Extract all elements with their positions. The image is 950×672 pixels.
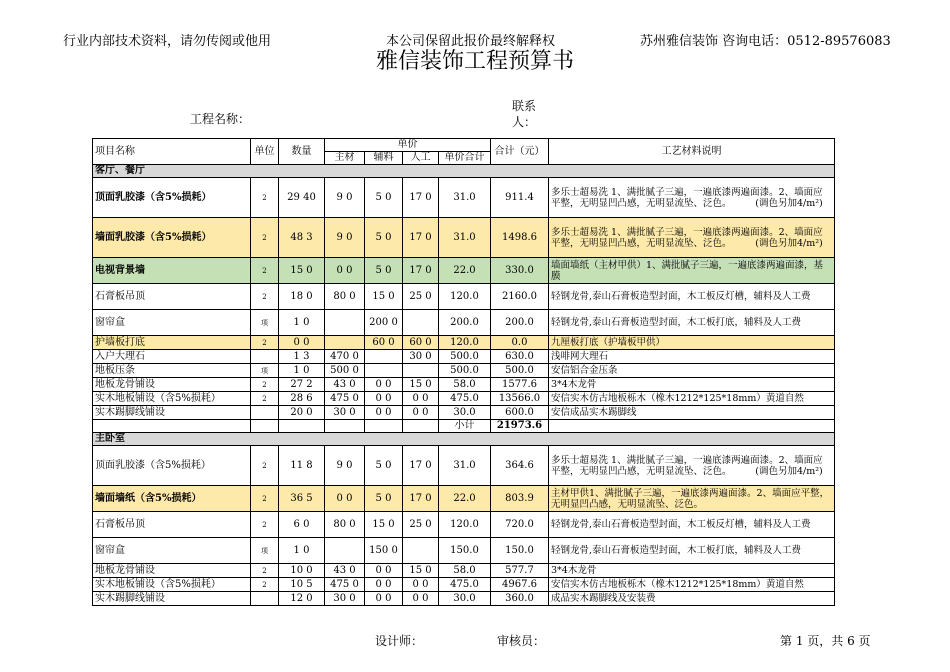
row-qty: 0 0 — [279, 336, 325, 350]
row-unit: 2 — [251, 178, 279, 218]
subtotal-label: 小计 — [439, 420, 491, 433]
table-row — [93, 578, 835, 592]
row-unit-total: 22.0 — [439, 486, 491, 512]
row-aux-material: 5 0 — [365, 178, 403, 218]
row-aux-material: 150 0 — [365, 538, 403, 564]
row-unit: 2 — [251, 486, 279, 512]
row-labor: 15 0 — [403, 564, 439, 578]
row-item-name: 实木地板铺设（含5%损耗） — [93, 392, 251, 406]
page-indicator: 第 1 页，共 6 页 — [780, 634, 871, 648]
col-header-qty: 数量 — [279, 139, 325, 165]
row-labor: 17 0 — [403, 258, 439, 284]
row-description: 安信实木仿古地板栎木（橡木1212*125*18mm）黄道自然 — [549, 392, 835, 406]
contact-person-label: 联系人： — [512, 99, 537, 129]
row-main-material: 43 0 — [325, 564, 365, 578]
row-labor: 25 0 — [403, 284, 439, 310]
document-title: 雅信装饰工程预算书 — [375, 49, 574, 74]
row-qty: 11 8 — [279, 446, 325, 486]
row-total: 1498.6 — [491, 218, 549, 258]
row-qty: 15 0 — [279, 258, 325, 284]
row-aux-material: 0 0 — [365, 578, 403, 592]
row-item-name: 护墙板打底 — [93, 336, 251, 350]
row-main-material: 9 0 — [325, 446, 365, 486]
row-main-material: 470 0 — [325, 350, 365, 364]
row-qty: 1 0 — [279, 364, 325, 378]
section-title: 主卧室 — [93, 433, 835, 446]
table-row — [93, 218, 835, 258]
row-aux-material: 0 0 — [365, 564, 403, 578]
table-row — [93, 336, 835, 350]
row-aux-material: 15 0 — [365, 512, 403, 538]
row-qty: 1 0 — [279, 538, 325, 564]
row-unit-total: 475.0 — [439, 578, 491, 592]
row-item-name: 电视背景墙 — [93, 258, 251, 284]
row-total: 630.0 — [491, 350, 549, 364]
row-aux-material: 5 0 — [365, 218, 403, 258]
row-main-material: 500 0 — [325, 364, 365, 378]
table-row — [93, 406, 835, 420]
empty-cell — [549, 420, 835, 433]
row-unit: 2 — [251, 218, 279, 258]
row-unit-total: 120.0 — [439, 284, 491, 310]
col-header-unit-price: 单价 — [325, 139, 491, 152]
row-aux-material: 60 0 — [365, 336, 403, 350]
row-unit-total: 200.0 — [439, 310, 491, 336]
row-aux-material: 0 0 — [365, 406, 403, 420]
table-row — [93, 392, 835, 406]
row-description: 墙面墙纸（主材甲供）1、满批腻子三遍，一遍底漆两遍面漆，基膜 — [549, 258, 835, 284]
empty-cell — [93, 420, 251, 433]
row-total: 360.0 — [491, 592, 549, 606]
row-unit: 项 — [251, 310, 279, 336]
row-labor: 25 0 — [403, 512, 439, 538]
row-aux-material: 0 0 — [365, 592, 403, 606]
row-unit-total: 31.0 — [439, 446, 491, 486]
row-total: 500.0 — [491, 364, 549, 378]
row-unit: 2 — [251, 258, 279, 284]
row-item-name: 顶面乳胶漆（含5%损耗） — [93, 446, 251, 486]
row-labor — [403, 310, 439, 336]
row-item-name: 窗帘盒 — [93, 538, 251, 564]
row-unit-total: 500.0 — [439, 350, 491, 364]
table-header-row — [93, 139, 835, 152]
row-item-name: 墙面墙纸（含5%损耗） — [93, 486, 251, 512]
row-main-material — [325, 538, 365, 564]
row-total: 150.0 — [491, 538, 549, 564]
budget-table — [92, 138, 835, 606]
empty-cell — [403, 420, 439, 433]
col-header-unit-total: 单价合计 — [439, 152, 491, 165]
row-total: 803.9 — [491, 486, 549, 512]
row-qty: 10 5 — [279, 578, 325, 592]
row-main-material: 43 0 — [325, 378, 365, 392]
col-header-labor: 人工 — [403, 152, 439, 165]
row-qty: 1 0 — [279, 310, 325, 336]
row-aux-material: 5 0 — [365, 446, 403, 486]
row-unit: 2 — [251, 336, 279, 350]
row-description: 安信成品实木踢脚线 — [549, 406, 835, 420]
row-labor: 0 0 — [403, 592, 439, 606]
row-labor: 0 0 — [403, 392, 439, 406]
row-aux-material: 200 0 — [365, 310, 403, 336]
row-total: 13566.0 — [491, 392, 549, 406]
reviewer-label: 审核员： — [497, 634, 546, 648]
row-aux-material: 5 0 — [365, 486, 403, 512]
row-qty: 28 6 — [279, 392, 325, 406]
row-unit — [251, 592, 279, 606]
row-main-material: 80 0 — [325, 284, 365, 310]
empty-cell — [279, 420, 325, 433]
row-total: 1577.6 — [491, 378, 549, 392]
table-row — [93, 258, 835, 284]
row-unit-total: 120.0 — [439, 336, 491, 350]
header-contact-info: 苏州雅信装饰 咨询电话：0512-89576083 — [640, 34, 891, 49]
row-aux-material: 5 0 — [365, 258, 403, 284]
row-labor: 0 0 — [403, 406, 439, 420]
budget-table-body — [93, 139, 835, 606]
section-row — [93, 165, 835, 178]
subtotal-value: 21973.6 — [491, 420, 549, 433]
row-main-material: 0 0 — [325, 486, 365, 512]
row-total: 4967.6 — [491, 578, 549, 592]
row-description: 3*4木龙骨 — [549, 564, 835, 578]
row-qty: 36 5 — [279, 486, 325, 512]
row-unit: 2 — [251, 378, 279, 392]
row-unit: 2 — [251, 564, 279, 578]
row-qty: 20 0 — [279, 406, 325, 420]
row-total: 330.0 — [491, 258, 549, 284]
table-row — [93, 364, 835, 378]
row-unit-total: 475.0 — [439, 392, 491, 406]
row-main-material: 30 0 — [325, 592, 365, 606]
row-labor: 17 0 — [403, 218, 439, 258]
col-header-aux: 辅料 — [365, 152, 403, 165]
row-main-material: 80 0 — [325, 512, 365, 538]
col-header-main: 主材 — [325, 152, 365, 165]
row-description: 多乐士超易洗 1、满批腻子三遍，一遍底漆两遍面漆。2、墙面应平整，无明显凹凸感，无明显流坠、泛色。 (调色另加4/m²) — [549, 446, 835, 486]
row-description: 轻钢龙骨,泰山石膏板造型封面，木工板反灯槽，辅料及人工费 — [549, 284, 835, 310]
row-description: 多乐士超易洗 1、满批腻子三遍，一遍底漆两遍面漆。2、墙面应平整，无明显凹凸感，无明显流坠、泛色。 (调色另加4/m²) — [549, 178, 835, 218]
row-unit-total: 58.0 — [439, 564, 491, 578]
row-unit: 2 — [251, 284, 279, 310]
row-labor: 17 0 — [403, 486, 439, 512]
row-labor: 17 0 — [403, 446, 439, 486]
col-header-item: 项目名称 — [93, 139, 251, 165]
row-unit-total: 30.0 — [439, 406, 491, 420]
row-aux-material: 15 0 — [365, 284, 403, 310]
empty-cell — [325, 420, 365, 433]
row-qty: 48 3 — [279, 218, 325, 258]
row-main-material: 0 0 — [325, 258, 365, 284]
row-description: 主材甲供1、满批腻子三遍，一遍底漆两遍面漆。2、墙面应平整，无明显凹凸感，无明显流坠、泛色。 — [549, 486, 835, 512]
row-description: 轻钢龙骨,泰山石膏板造型封面，木工板反灯槽，辅料及人工费 — [549, 512, 835, 538]
row-item-name: 石膏板吊顶 — [93, 512, 251, 538]
row-description: 轻钢龙骨,泰山石膏板造型封面，木工板打底，辅料及人工费 — [549, 538, 835, 564]
subtotal-row — [93, 420, 835, 433]
row-qty: 29 40 — [279, 178, 325, 218]
header-left-note: 行业内部技术资料，请勿传阅或他用 — [63, 34, 272, 49]
row-unit — [251, 406, 279, 420]
row-description: 安信实木仿古地板栎木（橡木1212*125*18mm）黄道自然 — [549, 578, 835, 592]
row-item-name: 地板龙骨铺设 — [93, 378, 251, 392]
row-total: 200.0 — [491, 310, 549, 336]
row-unit-total: 31.0 — [439, 218, 491, 258]
row-description: 九厘板打底（护墙板甲供） — [549, 336, 835, 350]
row-unit — [251, 350, 279, 364]
row-description: 轻钢龙骨,泰山石膏板造型封面，木工板打底，辅料及人工费 — [549, 310, 835, 336]
row-total: 364.6 — [491, 446, 549, 486]
row-unit-total: 500.0 — [439, 364, 491, 378]
project-name-label: 工程名称： — [190, 112, 251, 126]
row-unit-total: 30.0 — [439, 592, 491, 606]
row-main-material: 475 0 — [325, 578, 365, 592]
table-row — [93, 350, 835, 364]
row-item-name: 地板压条 — [93, 364, 251, 378]
table-row — [93, 284, 835, 310]
row-description: 3*4木龙骨 — [549, 378, 835, 392]
row-aux-material: 0 0 — [365, 392, 403, 406]
col-header-total: 合计（元） — [491, 139, 549, 165]
col-header-desc: 工艺材料说明 — [549, 139, 835, 165]
row-main-material — [325, 336, 365, 350]
row-labor: 0 0 — [403, 578, 439, 592]
row-qty: 18 0 — [279, 284, 325, 310]
row-qty: 6 0 — [279, 512, 325, 538]
row-description: 成品实木踢脚线及安装费 — [549, 592, 835, 606]
row-unit: 2 — [251, 512, 279, 538]
row-qty: 10 0 — [279, 564, 325, 578]
section-title: 客厅、餐厅 — [93, 165, 835, 178]
row-total: 911.4 — [491, 178, 549, 218]
row-unit: 2 — [251, 446, 279, 486]
row-item-name: 实木地板铺设（含5%损耗） — [93, 578, 251, 592]
row-item-name: 墙面乳胶漆（含5%损耗） — [93, 218, 251, 258]
table-row — [93, 378, 835, 392]
row-description: 浅啡网大理石 — [549, 350, 835, 364]
row-labor: 30 0 — [403, 350, 439, 364]
row-unit-total: 22.0 — [439, 258, 491, 284]
row-item-name: 顶面乳胶漆（含5%损耗） — [93, 178, 251, 218]
section-row — [93, 433, 835, 446]
row-unit-total: 120.0 — [439, 512, 491, 538]
row-aux-material — [365, 364, 403, 378]
table-row — [93, 178, 835, 218]
row-unit-total: 150.0 — [439, 538, 491, 564]
row-item-name: 入户大理石 — [93, 350, 251, 364]
row-description: 多乐士超易洗 1、满批腻子三遍，一遍底漆两遍面漆。2、墙面应平整，无明显凹凸感，无明显流坠、泛色。 (调色另加4/m²) — [549, 218, 835, 258]
row-unit-total: 58.0 — [439, 378, 491, 392]
header-middle-note: 本公司保留此报价最终解释权 — [386, 34, 556, 49]
row-aux-material: 0 0 — [365, 378, 403, 392]
row-total: 0.0 — [491, 336, 549, 350]
table-row — [93, 446, 835, 486]
row-item-name: 地板龙骨铺设 — [93, 564, 251, 578]
row-description: 安信铝合金压条 — [549, 364, 835, 378]
row-total: 2160.0 — [491, 284, 549, 310]
row-labor — [403, 364, 439, 378]
row-item-name: 窗帘盒 — [93, 310, 251, 336]
row-labor: 15 0 — [403, 378, 439, 392]
row-total: 577.7 — [491, 564, 549, 578]
col-header-unit: 单位 — [251, 139, 279, 165]
row-main-material: 9 0 — [325, 178, 365, 218]
row-unit: 2 — [251, 578, 279, 592]
row-unit: 项 — [251, 538, 279, 564]
row-main-material: 30 0 — [325, 406, 365, 420]
row-unit: 项 — [251, 364, 279, 378]
table-row — [93, 310, 835, 336]
row-main-material: 475 0 — [325, 392, 365, 406]
row-qty: 27 2 — [279, 378, 325, 392]
row-unit: 2 — [251, 392, 279, 406]
row-qty: 12 0 — [279, 592, 325, 606]
table-row — [93, 564, 835, 578]
empty-cell — [365, 420, 403, 433]
row-labor: 60 0 — [403, 336, 439, 350]
table-row — [93, 512, 835, 538]
row-main-material — [325, 310, 365, 336]
row-labor — [403, 538, 439, 564]
row-aux-material — [365, 350, 403, 364]
row-qty: 1 3 — [279, 350, 325, 364]
table-row — [93, 538, 835, 564]
table-row — [93, 592, 835, 606]
row-item-name: 实木踢脚线铺设 — [93, 592, 251, 606]
row-unit-total: 31.0 — [439, 178, 491, 218]
row-total: 720.0 — [491, 512, 549, 538]
designer-label: 设计师： — [375, 634, 424, 648]
table-row — [93, 486, 835, 512]
empty-cell — [251, 420, 279, 433]
row-labor: 17 0 — [403, 178, 439, 218]
row-main-material: 9 0 — [325, 218, 365, 258]
row-item-name: 石膏板吊顶 — [93, 284, 251, 310]
row-total: 600.0 — [491, 406, 549, 420]
row-item-name: 实木踢脚线铺设 — [93, 406, 251, 420]
